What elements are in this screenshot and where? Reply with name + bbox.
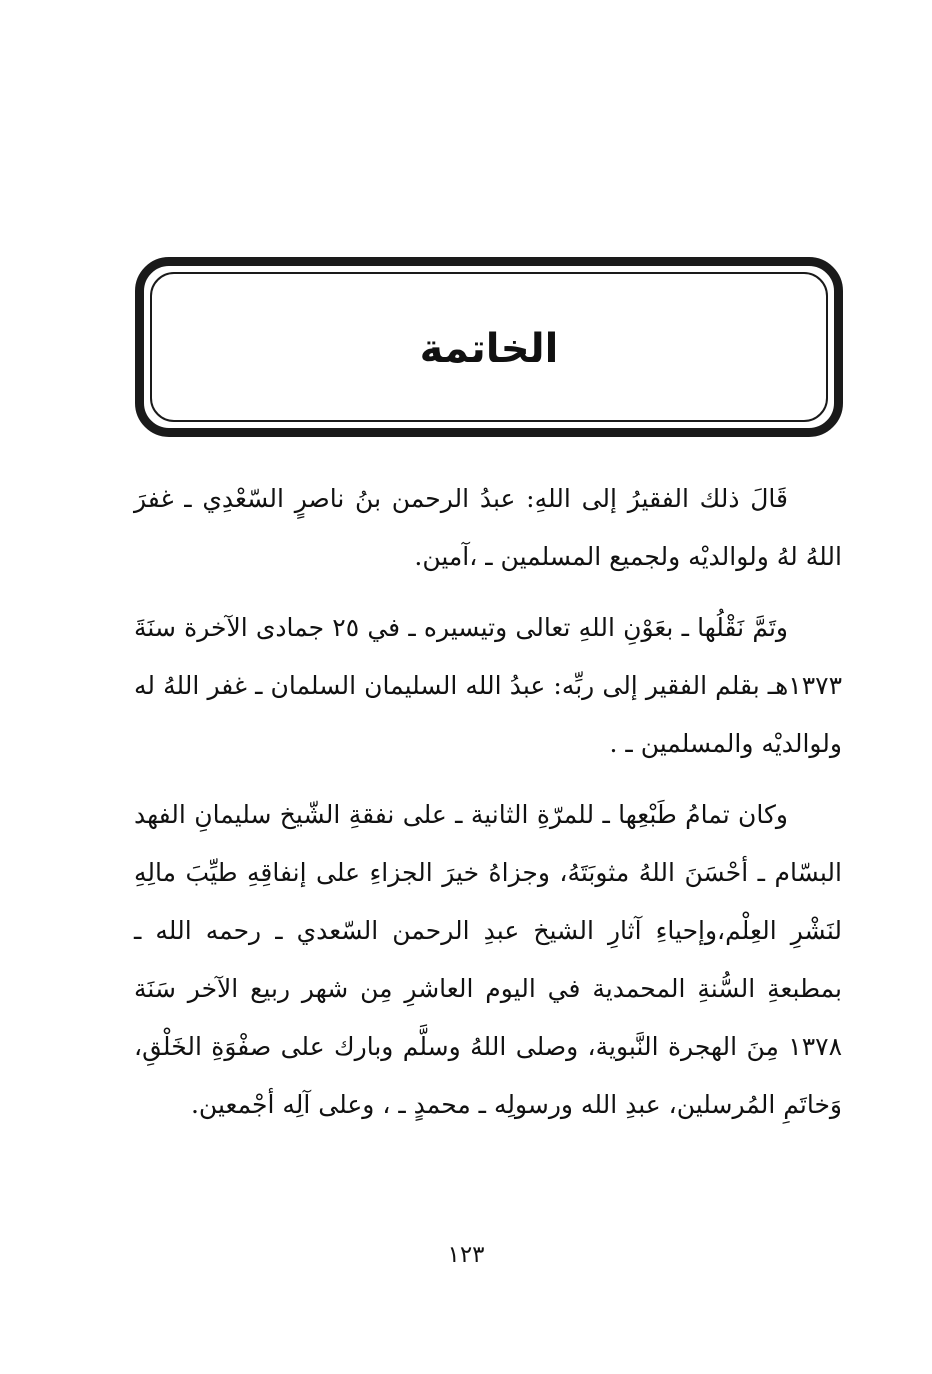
title-frame	[135, 257, 843, 437]
paragraph-copy-note: وتَمَّ نَقْلُها ـ بعَوْنِ اللهِ تعالى وتيسيره ـ في ٢٥ جمادى الآخرة سنَةَ ١٣٧٣هـ بقلم الفقير إلى ربِّه: عبدُ الله السليمان السلمان ـ غفر اللهُ له ولوالديْه والمسلمين ـ .	[134, 613, 842, 758]
body-text	[134, 470, 842, 1147]
chapter-title: الخاتمة	[419, 326, 559, 372]
paragraph-printing-note: وكان تمامُ طَبْعِها ـ للمرّةِ الثانية ـ على نفقةِ الشّيخ سليمانِ الفهد البسّام ـ أحْسَنَ اللهُ مثوبَتَهُ، وجزاهُ خيرَ الجزاءِ على إنفاقِهِ طيِّبَ مالِهِ لنَشْرِ العِلْم،وإحياءِ آثارِ الشيخ عبدِ الرحمن السّعدي ـ رحمه الله ـ بمطبعةِ السُّنةِ المحمدية في اليوم العاشرِ مِن شهر ربيع الآخر سَنَة ١٣٧٨ مِنَ الهجرة النَّبوية، وصلى اللهُ وسلَّم وبارك على صفْوَةِ الخَلْقِ، وَخاتَمِ المُرسلين، عبدِ الله ورسولِه ـ محمدٍ ـ ، وعلى آلِه أجْمعين.	[134, 800, 842, 1119]
paragraph-author-statement: قَالَ ذلك الفقيرُ إلى اللهِ: عبدُ الرحمن بنُ ناصرٍ السّعْدِي ـ غفرَ اللهُ لهُ ولوالديْه ولجميع المسلمين ـ ،آمين.	[134, 484, 842, 571]
page-number: ١٢٣	[447, 1242, 485, 1268]
